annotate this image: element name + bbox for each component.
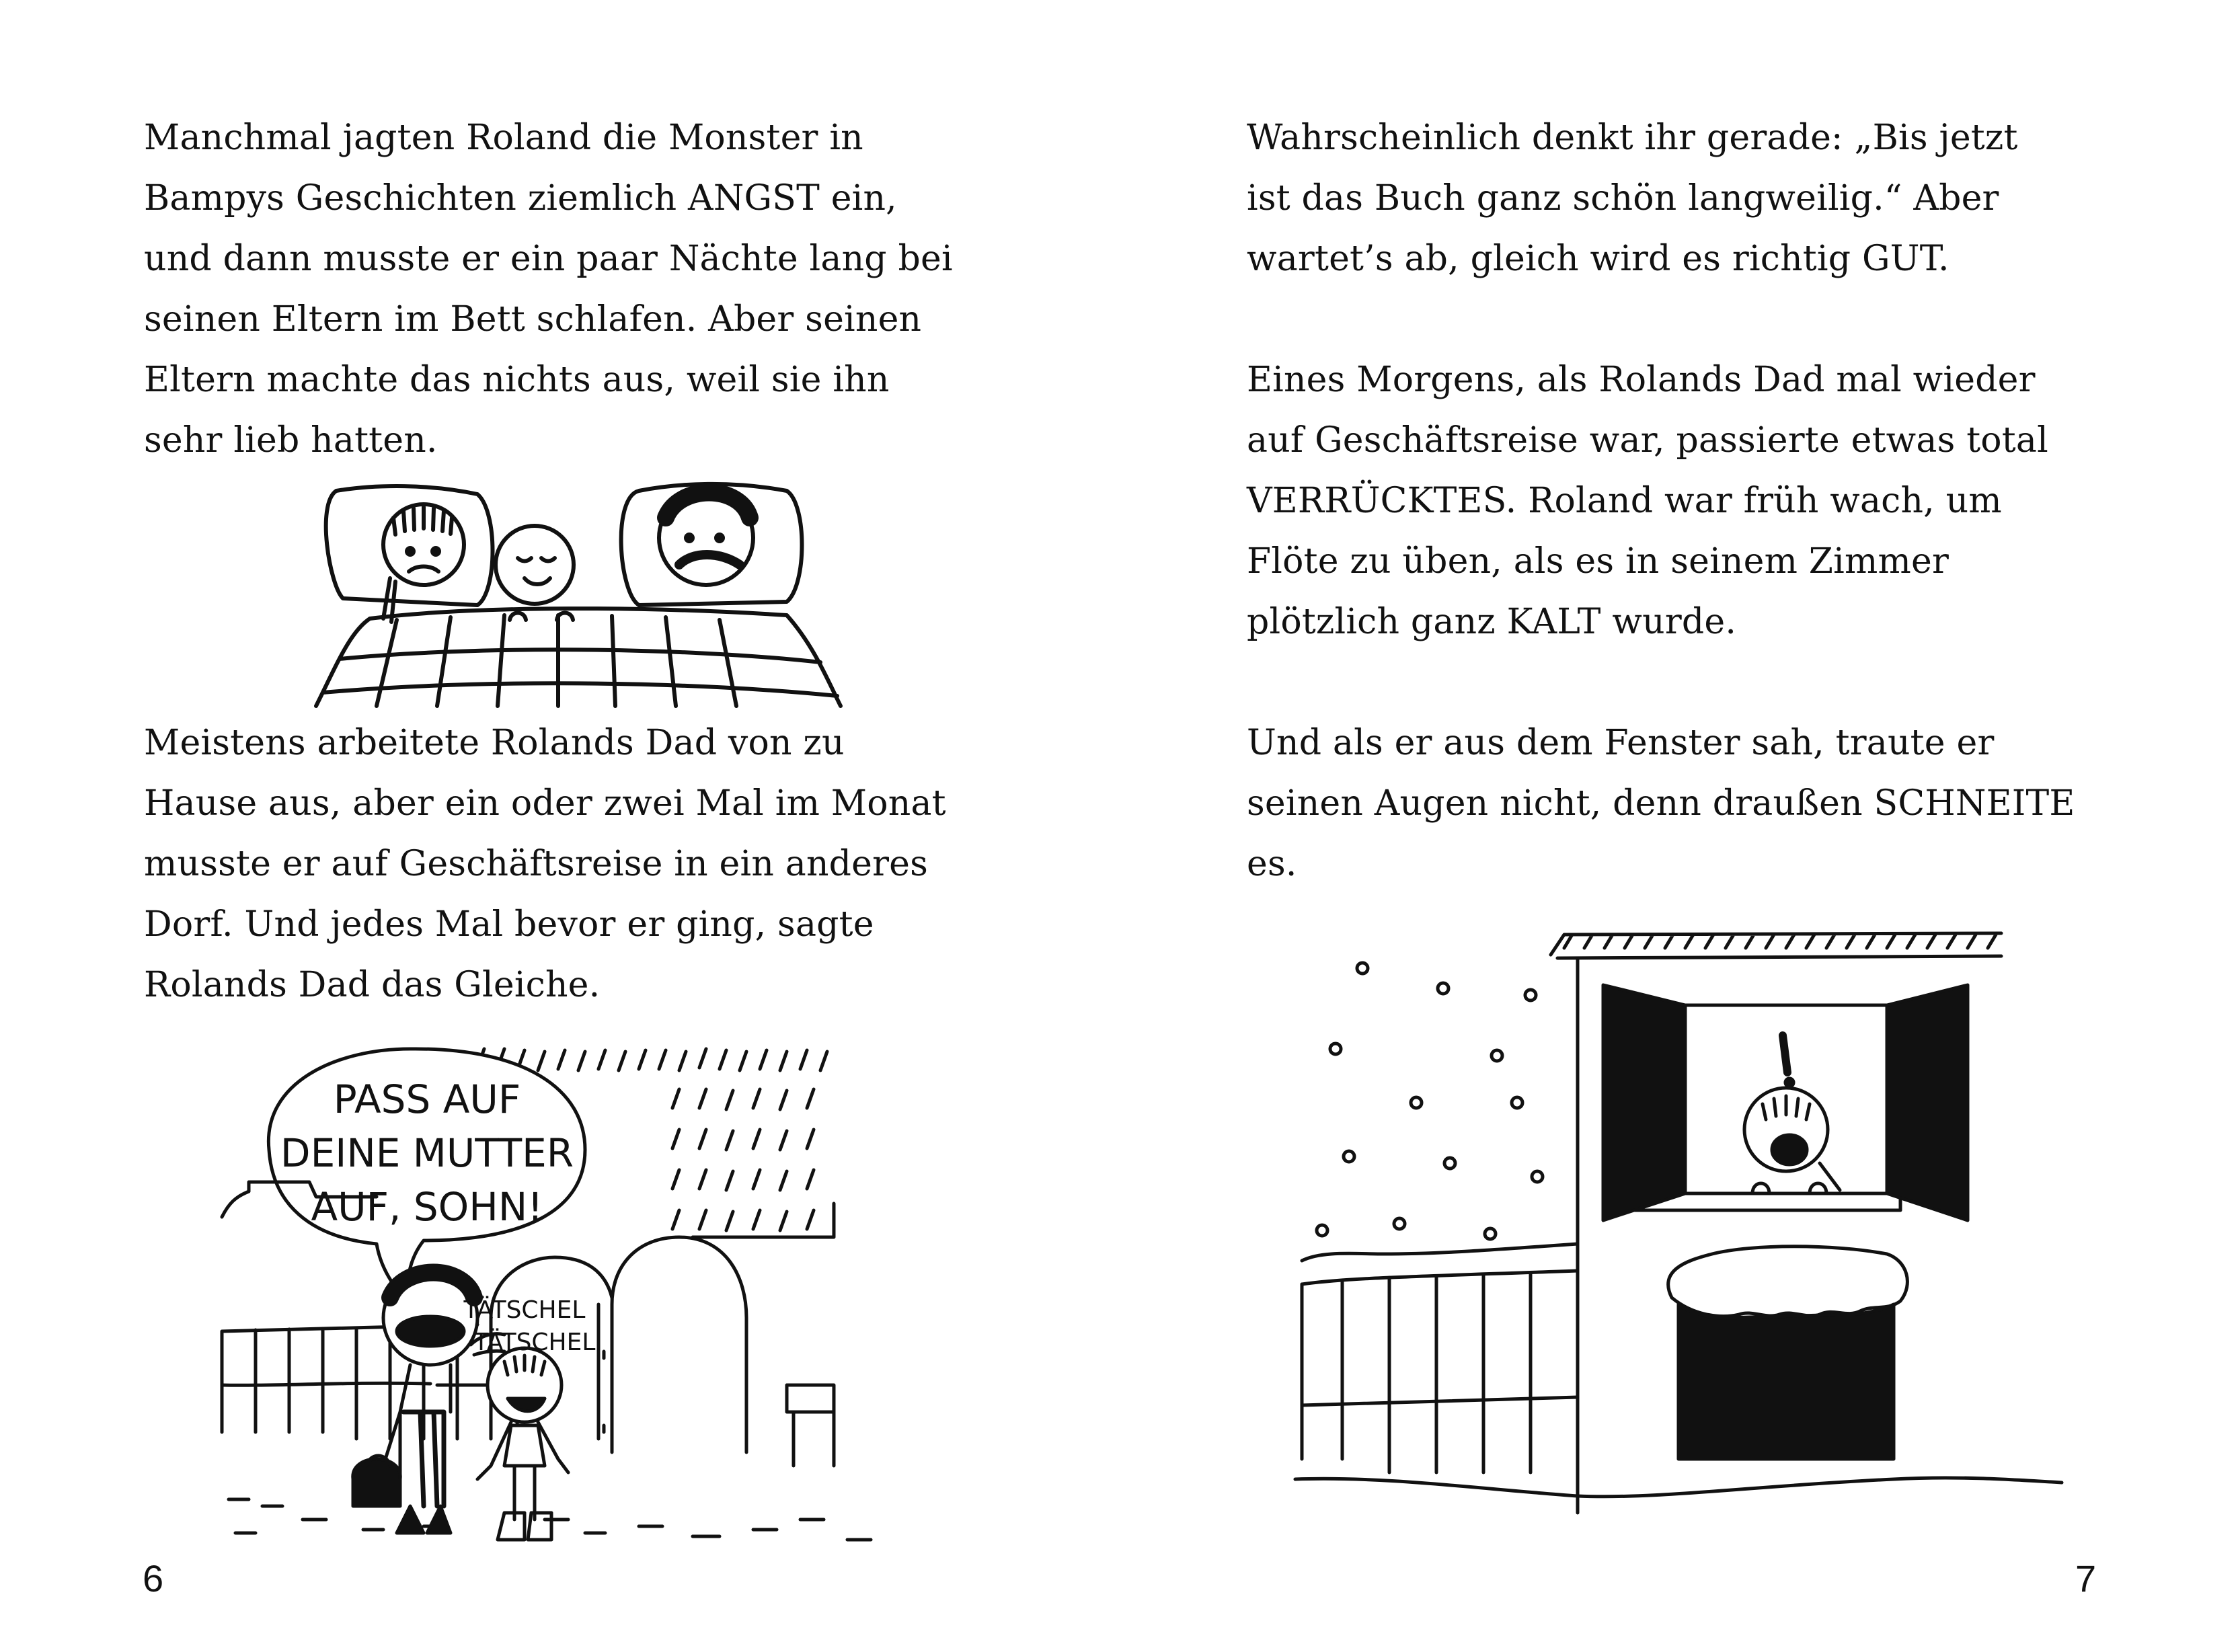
paragraph-snow (1247, 713, 2075, 894)
text-line: es. (1247, 844, 1297, 884)
sound-effect-line: TÄTSCHEL (473, 1329, 596, 1356)
text-line: wartet’s ab, gleich wird es richtig GUT. (1247, 239, 1949, 279)
text-line: Dorf. Und jedes Mal bevor er ging, sagte (144, 904, 874, 945)
bed-illustration (276, 464, 867, 713)
text-line: sehr lieb hatten. (144, 420, 438, 461)
text-line: seinen Augen nicht, denn draußen SCHNEITE (1247, 783, 2075, 824)
text-line: Eines Morgens, als Rolands Dad mal wieder (1247, 360, 2036, 400)
paragraph-morning (1247, 350, 2048, 652)
page-number: 6 (143, 1557, 164, 1600)
text-line: plötzlich ganz KALT wurde. (1247, 602, 1737, 642)
speech-line: PASS AUF (333, 1076, 521, 1122)
text-line: Hause aus, aber ein oder zwei Mal im Monat (144, 783, 946, 824)
page-number: 7 (2075, 1557, 2097, 1600)
right-page (1120, 0, 2240, 1652)
text-line: ist das Buch ganz schön langweilig.“ Aber (1247, 178, 1999, 219)
text-line: Und als er aus dem Fenster sah, traute er (1247, 723, 1995, 763)
text-line: seinen Eltern im Bett schlafen. Aber seinen (144, 299, 922, 340)
speech-line: AUF, SOHN! (311, 1184, 543, 1230)
text-line: Wahrscheinlich denkt ihr gerade: „Bis jetzt (1247, 118, 2018, 158)
speech-line: DEINE MUTTER (280, 1130, 574, 1176)
text-line: Flöte zu üben, als es in seinem Zimmer (1247, 541, 1949, 582)
farewell-illustration (208, 1035, 921, 1600)
text-line: Manchmal jagten Roland die Monster in (144, 118, 863, 158)
paragraph-intro (1247, 108, 2018, 289)
text-line: VERRÜCKTES. Roland war früh wach, um (1247, 481, 2002, 521)
snow-window-illustration (1282, 921, 2089, 1526)
text-line: Bampys Geschichten ziemlich ANGST ein, (144, 178, 897, 219)
paragraph-dad (144, 713, 946, 1015)
sound-effect-line: TÄTSCHEL (463, 1296, 586, 1324)
paragraph-bed (144, 108, 953, 471)
text-line: musste er auf Geschäftsreise in ein anderes (144, 844, 929, 884)
text-line: auf Geschäftsreise war, passierte etwas total (1247, 420, 2048, 461)
text-line: Meistens arbeitete Rolands Dad von zu (144, 723, 845, 763)
text-line: Rolands Dad das Gleiche. (144, 965, 601, 1005)
text-line: Eltern machte das nichts aus, weil sie ihn (144, 360, 890, 400)
text-line: und dann musste er ein paar Nächte lang bei (144, 239, 953, 279)
